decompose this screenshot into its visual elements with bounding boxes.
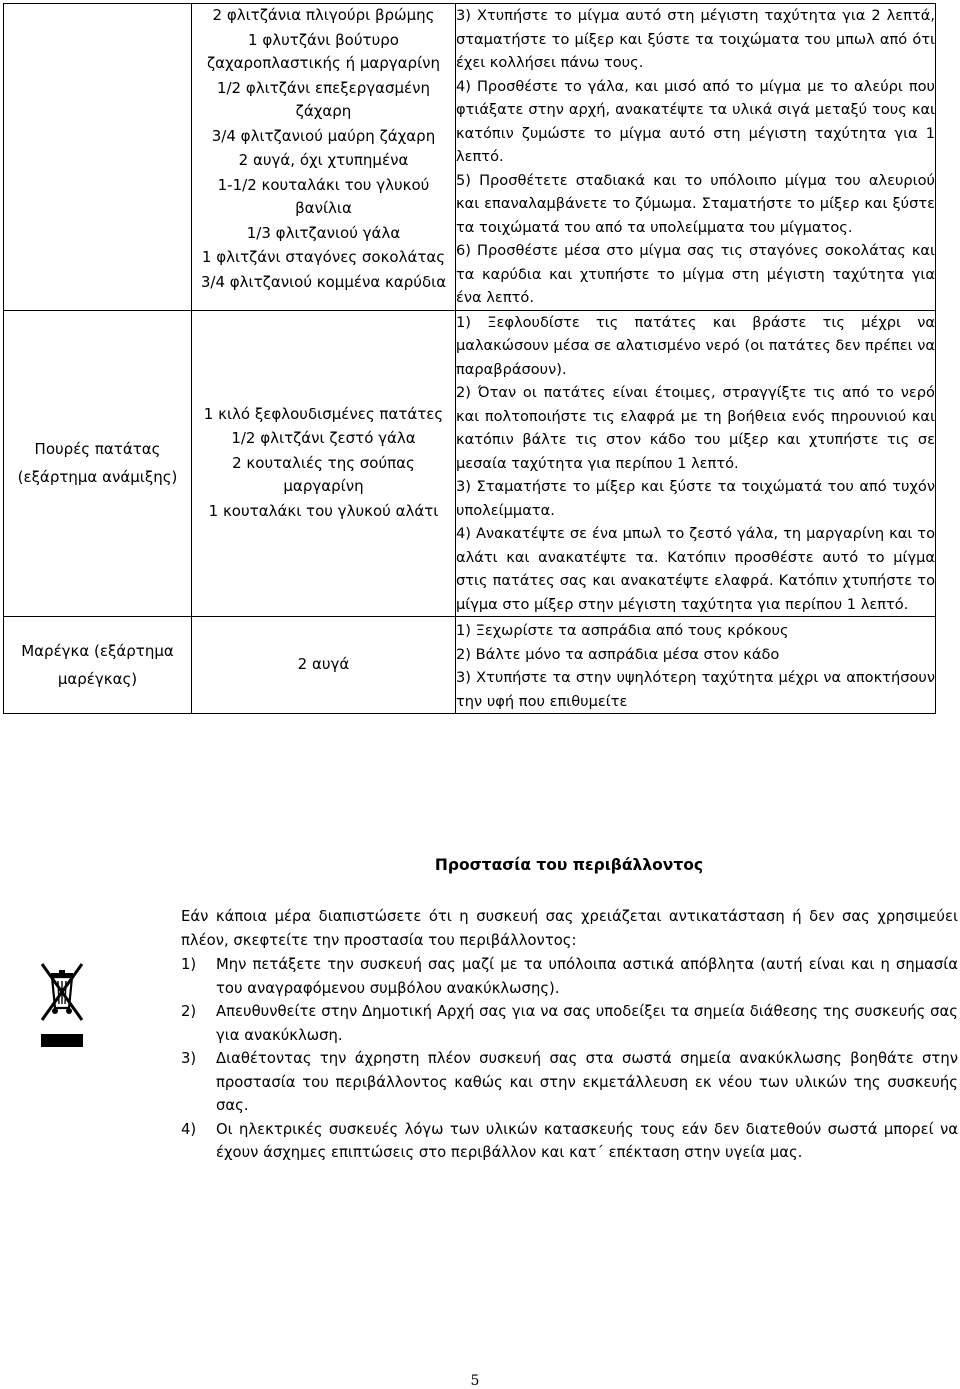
ingredient: 2 αυγά xyxy=(297,654,350,673)
recipe-step: 3) Χτυπήστε το μίγμα αυτό στη μέγιστη ταχύτητα για 2 λεπτά, σταματήστε το μίξερ και ξύστε τα τοιχώματα του μπωλ από ότι έχει κολλήσει πάνω τους. xyxy=(456,7,935,71)
recipe-step: 1) Ξεφλουδίστε τις πατάτες και βράστε τις μέχρι να μαλακώσουν μέσα σε αλατισμένο νερό (οι πατάτες δεν πρέπει να παραβράσουν). xyxy=(456,313,935,378)
recipe-step: 2) Βάλτε μόνο τα ασπράδια μέσα στον κάδο xyxy=(456,645,780,663)
ingredient: 1 φλιτζάνι σταγόνες σοκολάτας xyxy=(201,248,446,266)
ingredient: 1/2 φλιτζάνι ζεστό γάλα xyxy=(231,429,416,447)
ingredient: 2 αυγά, όχι χτυπημένα xyxy=(238,151,409,169)
list-text: Διαθέτοντας την άχρηστη πλέον συσκευή σας στα σωστά σημεία ανακύκλωσης βοηθάτε στην προστασία του περιβάλλοντος καθώς και στην εκμετάλλευση εκ νέου των υλικών της συσκευής σας. xyxy=(216,1050,958,1114)
recipe-step: 4) Ανακατέψτε σε ένα μπωλ το ζεστό γάλα, τη μαργαρίνη και το αλάτι και ανακατέψτε τα. Κατόπιν προσθέστε αυτό το μίγμα στις πατάτες σας και ανακατέψτε ελαφρά. Κατόπιν χτυπήστε το μίγμα στο μίξερ στην μέγιστη ταχύτητα για περίπου 1 λεπτό. xyxy=(456,525,935,613)
recipe-row xyxy=(4,4,936,311)
recipe-step: 3) Χτυπήστε τα στην υψηλότερη ταχύτητα μέχρι να αποκτήσουν την υφή που επιθυμείτε xyxy=(456,669,935,710)
recipe-name xyxy=(4,4,192,311)
recipe-step: 1) Ξεχωρίστε τα ασπράδια από τους κρόκους xyxy=(456,622,789,639)
page-number: 5 xyxy=(470,1373,480,1389)
list-item xyxy=(181,953,958,1000)
list-text: Απευθυνθείτε στην Δημοτική Αρχή σας για να σας υποδείξει τα σημεία διάθεσης της συσκευής σας για ανακύκλωση. xyxy=(216,1003,958,1044)
ingredient: 1-1/2 κουταλάκι του γλυκού βανίλια xyxy=(217,175,430,217)
list-number: 2) xyxy=(181,1003,197,1020)
environment-title: Προστασία του περιβάλλοντος xyxy=(434,856,704,874)
recipe-ingredients xyxy=(192,617,456,714)
recipe-ingredients xyxy=(192,4,456,311)
ingredient: 3/4 φλιτζανιού μαύρη ζάχαρη xyxy=(211,126,436,145)
environment-list xyxy=(181,953,958,1165)
recipes-table xyxy=(3,3,936,714)
recipe-step: 5) Προσθέτετε σταδιακά και το υπόλοιπο μίγμα του αλευριού και επαναλαμβάνετε το ζύμωμα. Σταματήστε το μίξερ και ξύστε τα τοιχώματά του από τα υπολείμματα του μίγματος. xyxy=(456,171,935,236)
ingredient: 1 κιλό ξεφλουδισμένες πατάτες xyxy=(203,404,444,423)
crossed-out-wheelie-bin-icon xyxy=(38,960,86,1056)
recipe-name: Μαρέγκα (εξάρτημα μαρέγκας) xyxy=(4,617,192,714)
ingredient: 1/2 φλιτζάνι επεξεργασμένη ζάχαρη xyxy=(216,78,431,120)
recipe-steps xyxy=(456,310,936,617)
recipe-ingredients xyxy=(192,310,456,617)
environment-intro: Εάν κάποια μέρα διαπιστώσετε ότι η συσκευή σας χρειάζεται αντικατάσταση ή δεν σας χρησιμεύει πλέον, σκεφτείτε την προστασία του περιβάλλοντος: xyxy=(181,908,958,949)
recipe-steps xyxy=(456,4,936,311)
recipe-step: 2) Όταν οι πατάτες είναι έτοιμες, στραγγίξτε τις από το νερό και πολτοποιήστε τις ελαφρά με τη βοήθεια ενός πηρουνιού και κατόπιν βάλτε τις στον κάδο του μίξερ και χτυπήστε τις σε μεσαία ταχύτητα για περίπου 1 λεπτό. xyxy=(456,384,935,472)
recipe-steps xyxy=(456,617,936,714)
ingredient: 1 κουταλάκι του γλυκού αλάτι xyxy=(208,501,439,520)
list-text: Μην πετάξετε την συσκευή σας μαζί με τα υπόλοιπα αστικά απόβλητα (αυτή είναι και η σημασία του αναγραφόμενου συμβόλου ανακύκλωσης). xyxy=(216,956,958,997)
list-item xyxy=(181,1047,958,1118)
recipe-step: 4) Προσθέστε το γάλα, και μισό από το μίγμα με το αλεύρι που φτιάξατε στην αρχή, ανακατέψτε τα υλικά σιγά μεταξύ τους και κατόπιν ζυμώστε το μίγμα αυτό στη μέγιστη ταχύτητα για 1 λεπτό. xyxy=(456,77,935,165)
recipe-row xyxy=(4,617,936,714)
list-number: 1) xyxy=(181,956,197,973)
ingredient: 3/4 φλιτζανιού κομμένα καρύδια xyxy=(200,272,447,291)
list-item xyxy=(181,1000,958,1047)
ingredient: 1 φλυτζάνι βούτυρο ζαχαροπλαστικής ή μαργαρίνη xyxy=(206,30,441,72)
recipe-step: 3) Σταματήστε το μίξερ και ξύστε τα τοιχώματά του από τυχόν υπολείμματα. xyxy=(456,478,935,519)
ingredient: 1/3 φλιτζανιού γάλα xyxy=(246,223,401,242)
list-number: 3) xyxy=(181,1050,197,1067)
ingredient: 2 κουταλιές της σούπας μαργαρίνη xyxy=(232,453,415,495)
recipe-row xyxy=(4,310,936,617)
list-item xyxy=(181,1118,958,1165)
list-text: Οι ηλεκτρικές συσκευές λόγω των υλικών κατασκευής τους εάν δεν διατεθούν σωστά μπορεί να έχουν άσχημες επιπτώσεις στο περιβάλλον και κατ΄ επέκταση στην υγεία μας. xyxy=(216,1120,958,1161)
recipe-name: Πουρές πατάτας (εξάρτημα ανάμιξης) xyxy=(4,310,192,617)
list-number: 4) xyxy=(181,1120,197,1138)
ingredient: 2 φλιτζάνια πλιγούρι βρώμης xyxy=(212,6,435,24)
recipe-step: 6) Προσθέστε μέσα στο μίγμα σας τις σταγόνες σοκολάτας και τα καρύδια και χτυπήστε το μίγμα στη μέγιστη ταχύτητα για ένα λεπτό. xyxy=(456,242,935,306)
